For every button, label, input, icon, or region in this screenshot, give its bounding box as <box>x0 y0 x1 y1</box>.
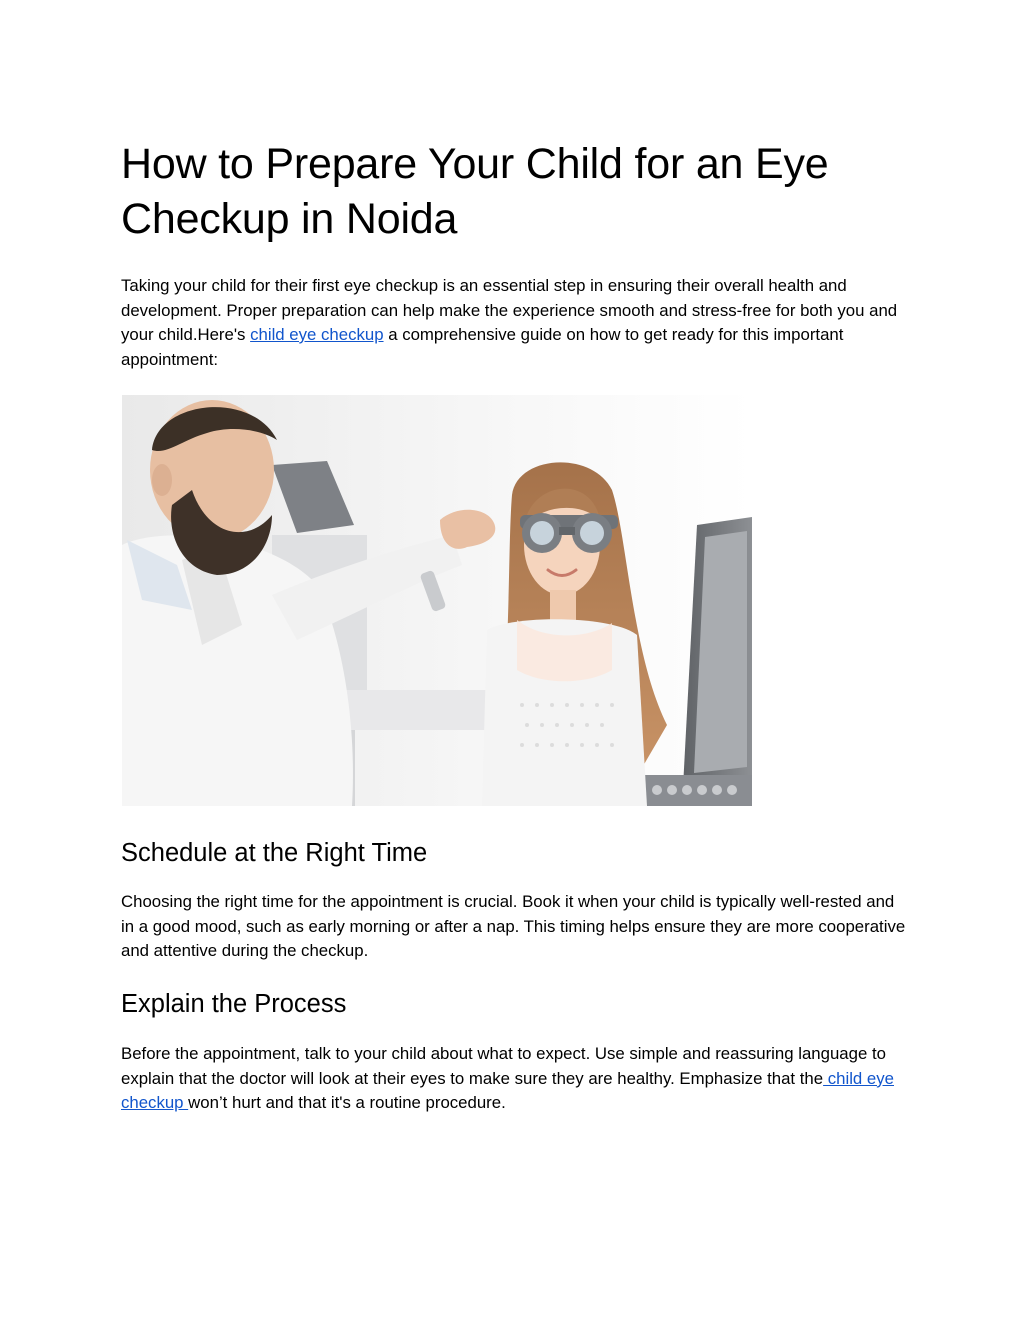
child-eye-checkup-link[interactable]: child eye checkup <box>250 325 384 344</box>
explain-text-before-link: Before the appointment, talk to your child about what to expect. Use simple and reassuring language to explain that the doctor will look at their eyes to make sure they are healthy. Emphasize that the <box>121 1044 886 1088</box>
section-heading-schedule: Schedule at the Right Time <box>121 839 428 867</box>
intro-text-after-link: a comprehensive guide on how to get ready for this important appointment: <box>121 325 844 369</box>
explain-text-after-link: won’t hurt and that it's a routine procedure. <box>188 1093 506 1112</box>
section-body-schedule: Choosing the right time for the appointment is crucial. Book it when your child is typically well-rested and in a good mood, such as early morning or after a nap. This timing helps ensure they are more cooperative and attentive during the checkup. <box>121 892 906 960</box>
section-heading-explain: Explain the Process <box>121 990 347 1018</box>
intro-text-before-link: Taking your child for their first eye checkup is an essential step in ensuring their overall health and development. Proper preparation can help make the experience smooth and stress-free for both you and your child.Here's <box>121 276 898 344</box>
eye-exam-illustration <box>122 395 752 806</box>
section-body-explain <box>121 1042 911 1116</box>
document-title: How to Prepare Your Child for an Eye Checkup in Noida <box>121 140 829 243</box>
doctor-child-eye-exam-photo <box>122 395 752 806</box>
intro-paragraph <box>121 274 911 372</box>
child-eye-checkup-link-2[interactable]: child eye checkup <box>121 1068 894 1112</box>
